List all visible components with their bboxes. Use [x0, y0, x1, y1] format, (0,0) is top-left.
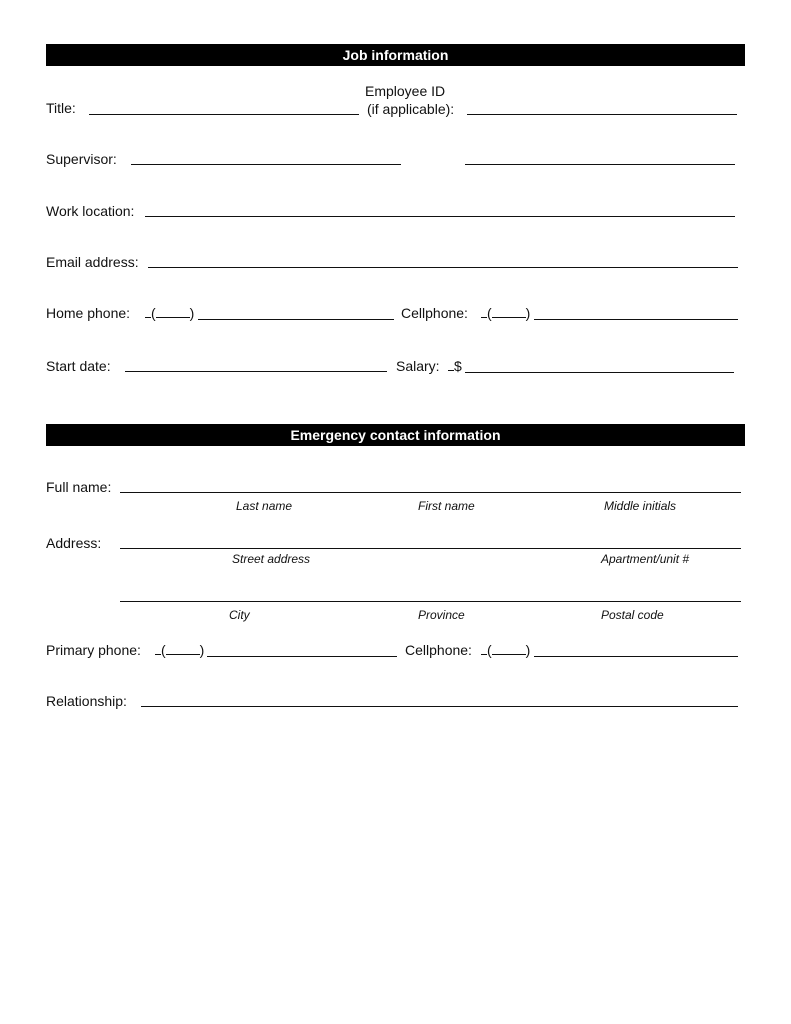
full-name-field[interactable] — [120, 492, 741, 493]
home-phone-label: Home phone: — [46, 305, 131, 321]
cellphone-field[interactable] — [534, 319, 738, 320]
relationship-field[interactable] — [141, 706, 738, 707]
postal-code-caption: Postal code — [601, 608, 664, 622]
employee-id-label-sub: (if applicable): — [367, 101, 455, 117]
city-province-postal-field[interactable] — [120, 601, 741, 602]
job-information-header: Job information — [46, 44, 745, 66]
salary-label: Salary: — [396, 358, 440, 374]
start-date-field[interactable] — [125, 371, 387, 372]
full-name-label: Full name: — [46, 479, 112, 495]
last-name-caption: Last name — [236, 499, 293, 513]
city-caption: City — [229, 608, 250, 622]
title-label: Title: — [46, 100, 76, 116]
email-address-label: Email address: — [46, 254, 139, 270]
emergency-cellphone-field[interactable] — [534, 656, 738, 657]
salary-field[interactable] — [465, 372, 734, 373]
work-location-field[interactable] — [145, 216, 735, 217]
title-field[interactable] — [89, 114, 359, 115]
supervisor-extra-field[interactable] — [465, 164, 735, 165]
middle-initials-caption: Middle initials — [604, 499, 677, 513]
primary-phone-field[interactable] — [207, 656, 397, 657]
street-address-caption: Street address — [232, 552, 311, 566]
emergency-cellphone-label: Cellphone: — [405, 642, 472, 658]
supervisor-field[interactable] — [131, 164, 401, 165]
employee-id-label: Employee ID — [365, 83, 446, 99]
emergency-cellphone-area-code[interactable]: ( ) — [481, 642, 530, 658]
primary-phone-area-code[interactable]: ( ) — [155, 642, 204, 658]
supervisor-label: Supervisor: — [46, 151, 117, 167]
email-address-field[interactable] — [148, 267, 738, 268]
home-phone-field[interactable] — [198, 319, 394, 320]
work-location-label: Work location: — [46, 203, 135, 219]
relationship-label: Relationship: — [46, 693, 127, 709]
apartment-caption: Apartment/unit # — [601, 552, 690, 566]
employee-id-field[interactable] — [467, 114, 737, 115]
cellphone-area-code[interactable]: ( ) — [481, 305, 530, 321]
first-name-caption: First name — [418, 499, 475, 513]
salary-currency: $ — [448, 358, 462, 374]
emergency-contact-header: Emergency contact information — [46, 424, 745, 446]
street-address-field[interactable] — [120, 548, 741, 549]
province-caption: Province — [418, 608, 465, 622]
address-label: Address: — [46, 535, 102, 551]
cellphone-label: Cellphone: — [401, 305, 468, 321]
primary-phone-label: Primary phone: — [46, 642, 141, 658]
home-phone-area-code[interactable]: ( ) — [145, 305, 194, 321]
start-date-label: Start date: — [46, 358, 111, 374]
